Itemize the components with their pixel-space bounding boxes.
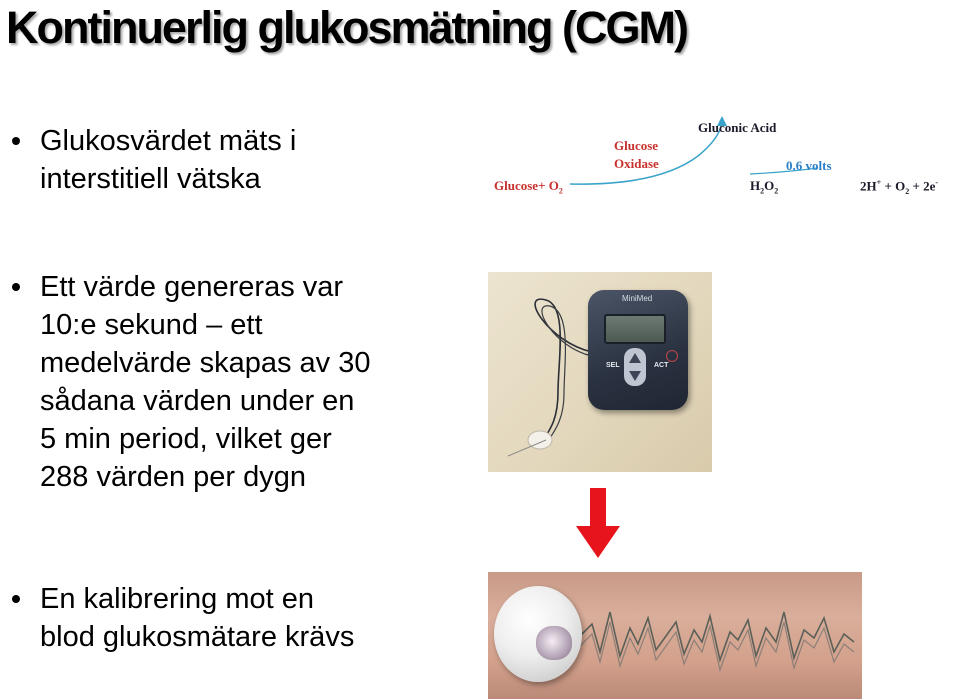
bullet-item xyxy=(0,580,470,660)
bullet-dot-icon xyxy=(12,137,20,145)
device-screen xyxy=(604,314,666,344)
reaction-diagram xyxy=(488,112,960,212)
act-button-label: ACT xyxy=(654,362,669,369)
reactant-glucose: $Glucose+ O_2$ xyxy=(494,178,563,196)
enzyme-label-2: Oxidase xyxy=(614,156,659,171)
cgm-device-photo xyxy=(488,272,712,472)
bullet-text: Ett värde genereras var 10:e sekund – ett medelvärde skapas av 30 sådana värden under en 5 min period, vilket ger 288 värden per dygn xyxy=(40,271,371,493)
arrow-down-icon xyxy=(576,488,620,558)
bullet-dot-icon xyxy=(12,595,20,603)
cgm-monitor xyxy=(588,290,688,410)
bullet-item xyxy=(0,122,420,202)
power-ring-icon xyxy=(666,350,678,362)
bullet-text: En kalibrering mot en blod glukosmätare krävs xyxy=(40,583,355,653)
brand-label: MiniMed xyxy=(622,294,653,303)
sel-button-label: SEL xyxy=(606,362,620,369)
enzyme-label-1: Glucose xyxy=(614,138,659,153)
h2o2-label: $H_2O_2$ xyxy=(750,178,779,196)
sensor-puck xyxy=(494,586,582,682)
bullet-text: Glukosvärdet mäts i interstitiell vätska xyxy=(40,125,297,195)
up-down-arrows-icon xyxy=(624,348,646,386)
product-gluconic-acid: Gluconic Acid xyxy=(698,120,777,135)
sensor-skin-photo xyxy=(488,572,862,699)
voltage-label: 0.6 volts xyxy=(786,158,832,173)
bullet-dot-icon xyxy=(12,283,20,291)
slide-title: Kontinuerlig glukosmätning (CGM) xyxy=(6,2,687,53)
bullet-item xyxy=(0,268,470,518)
device-arrow-pad xyxy=(624,348,646,386)
sensor-core xyxy=(536,626,572,660)
products-right: $2H^+ + O_2 + 2e^-$ xyxy=(860,178,939,196)
